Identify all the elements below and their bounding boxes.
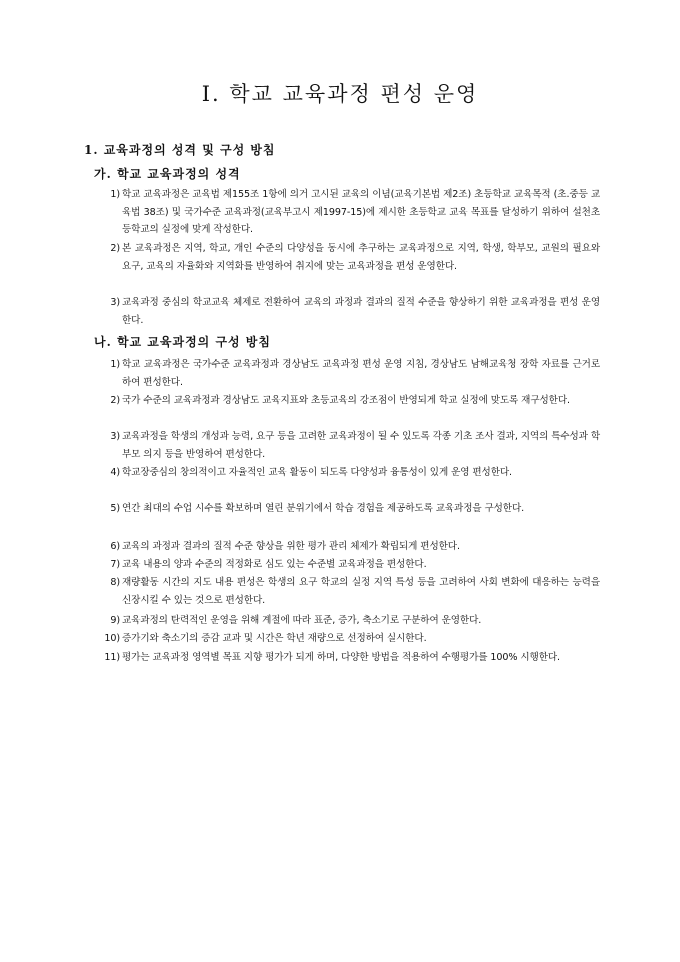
item-number: 2)	[110, 243, 120, 254]
item-text: 교육 내용의 양과 수준의 적정화로 심도 있는 수준별 교육과정을 편성한다.	[122, 559, 427, 570]
page-title: Ⅰ. 학교 교육과정 편성 운영	[201, 82, 479, 106]
item-number: 6)	[110, 541, 120, 552]
item-number: 3)	[110, 431, 120, 442]
list-item	[100, 294, 600, 329]
list-item	[100, 392, 600, 410]
item-text: 교육과정의 탄력적인 운영을 위해 계절에 따라 표준, 증가, 축소기로 구분하여 운영한다.	[122, 615, 482, 626]
list-item	[100, 186, 600, 239]
list-item	[100, 356, 600, 391]
list-item	[100, 240, 600, 275]
item-text: 국가 수준의 교육과정과 경상남도 교육지표와 초등교육의 강조점이 반영되게 학교 실정에 맞도록 재구성한다.	[122, 395, 570, 406]
item-text: 학교 교육과정은 교육법 제155조 1항에 의거 고시된 교육의 이념(교육기본법 제2조) 초등학교 교육목적 (초.중등 교육법 38조) 및 국가수준 교육과정(교육부고시 제1997-15)에 제시한 초등학교 교육 목표를 달성하기 위하여 설천초등학교의 실정에 맞게 작성한다.	[122, 189, 600, 235]
item-number: 11)	[104, 652, 120, 663]
item-number: 8)	[110, 577, 120, 588]
list-item	[100, 428, 600, 463]
list-item	[100, 612, 600, 630]
item-number: 10)	[104, 633, 120, 644]
item-text: 재량활동 시간의 지도 내용 편성은 학생의 요구 학교의 실정 지역 특성 등을 고려하여 사회 변화에 대응하는 능력을 신장시킬 수 있는 것으로 편성한다.	[122, 577, 600, 606]
subsection-heading-ga: 가. 학교 교육과정의 성격	[94, 167, 241, 181]
item-text: 본 교육과정은 지역, 학교, 개인 수준의 다양성을 동시에 추구하는 교육과정으로 지역, 학생, 학부모, 교원의 필요와 요구, 교육의 자율화와 지역화를 반영하여 취지에 맞는 교육과정을 편성 운영한다.	[122, 243, 600, 272]
item-text: 증가기와 축소기의 증감 교과 및 시간은 학년 재량으로 선정하여 실시한다.	[122, 633, 427, 644]
item-text: 교육과정을 학생의 개성과 능력, 요구 등을 고려한 교육과정이 될 수 있도록 각종 기초 조사 결과, 지역의 특수성과 학부모 의지 등을 반영하여 편성한다.	[122, 431, 600, 460]
section-heading: 1. 교육과정의 성격 및 구성 방침	[84, 143, 276, 157]
item-number: 1)	[110, 189, 120, 200]
item-number: 5)	[110, 503, 120, 514]
item-text: 연간 최대의 수업 시수를 확보하며 열린 분위기에서 학습 경험을 제공하도록 교육과정을 구성한다.	[122, 503, 525, 514]
subsection-heading-na: 나. 학교 교육과정의 구성 방침	[94, 335, 271, 349]
item-text: 평가는 교육과정 영역별 목표 지향 평가가 되게 하며, 다양한 방법을 적용하여 수행평가를 100% 시행한다.	[122, 652, 560, 663]
list-item	[100, 556, 600, 574]
list-item	[100, 630, 600, 648]
list-item	[100, 500, 600, 518]
item-number: 9)	[110, 615, 120, 626]
list-item	[100, 574, 600, 609]
item-text: 교육과정 중심의 학교교육 체제로 전환하여 교육의 과정과 결과의 질적 수준을 향상하기 위한 교육과정을 편성 운영한다.	[122, 297, 600, 326]
list-item	[100, 538, 600, 556]
item-number: 4)	[110, 467, 120, 478]
item-text: 학교 교육과정은 국가수준 교육과정과 경상남도 교육과정 편성 운영 지침, 경상남도 남해교육청 장학 자료를 근거로 하여 편성한다.	[122, 359, 600, 388]
item-text: 학교장중심의 창의적이고 자율적인 교육 활동이 되도록 다양성과 융통성이 있게 운영 편성한다.	[122, 467, 512, 478]
item-number: 2)	[110, 395, 120, 406]
list-item	[100, 464, 600, 482]
item-text: 교육의 과정과 결과의 질적 수준 향상을 위한 평가 관리 체제가 확립되게 편성한다.	[122, 541, 460, 552]
item-number: 3)	[110, 297, 120, 308]
list-item	[100, 649, 600, 667]
item-number: 1)	[110, 359, 120, 370]
item-number: 7)	[110, 559, 120, 570]
